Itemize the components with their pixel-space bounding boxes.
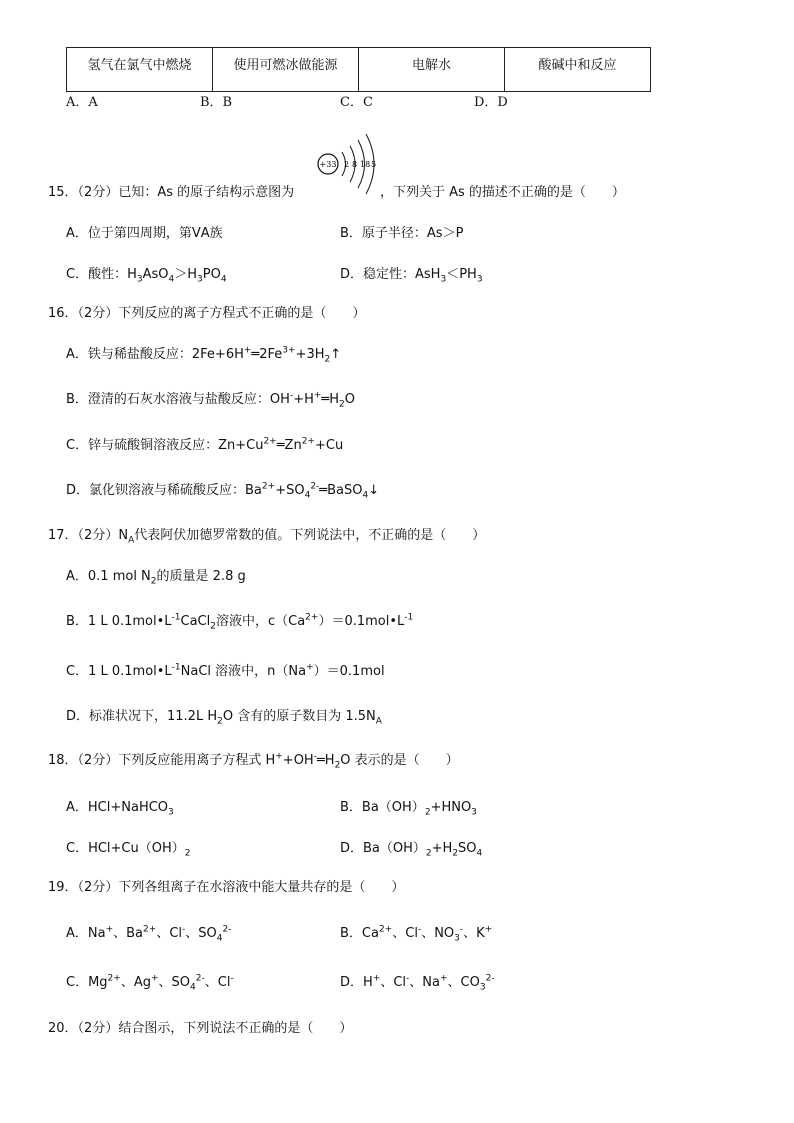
q17-option-b: B．1 L $0.1mol•L^{-1}CaCl_2$溶液中，$c(Ca^{2+})=0.1mol•L^{-1}$ [66,612,414,632]
q18-option-d: D．$Ba(OH)_2+H_2SO_4$ [340,841,483,859]
q15-option-a: A．位于第四周期，第ⅤA族 [66,226,223,241]
question-16-stem: 16．（2分）下列反应的离子方程式不正确的是（ ） [48,306,366,321]
choice-a: A．A [66,95,98,110]
nucleus-charge: +33 [319,160,337,169]
shell-count-3: 18 [360,160,371,169]
atom-structure-diagram [316,134,386,196]
q19-option-a: A．Na+、$Ba^{2+}$、Cl-、$SO_4^{2-}$ [66,924,232,944]
q19-option-d: D．H+、Cl-、Na+、$CO_3^{2-}$ [340,973,495,993]
q16-option-c: C．锌与硫酸铜溶液反应：$Zn+Cu^{2+}═Zn^{2+}+Cu$ [66,436,344,453]
question-19-stem: 19．（2分）下列各组离子在水溶液中能大量共存的是（ ） [48,880,405,895]
q19-option-c: C．$Mg^{2+}$、Ag+、$SO_4^{2-}$、Cl- [66,973,234,993]
q15-option-b: B．原子半径：As＞P [340,226,464,241]
q17-option-a: A．0.1 mol $N_2$的质量是 2.8 g [66,569,246,587]
q17-option-c: C．1 L $0.1mol•L^{-1}NaCl$ 溶液中，n（Na+）＝0.1mol [66,662,385,679]
q18-option-a: A．HCl+NaHCO$_3$ [66,800,174,818]
q15-option-c: C．酸性：$H_3AsO_4>H_3PO_4$ [66,267,227,285]
q18-option-b: B．$Ba(OH)_2+HNO_3$ [340,800,477,818]
question-17-stem: 17．（2分）$N_A$代表阿伏加德罗常数的值。下列说法中，不正确的是（ ） [48,528,486,546]
shell-count-4: 5 [371,160,377,169]
table-cell: 氢气在氯气中燃烧 [67,48,213,92]
question-20-stem: 20．（2分）结合图示，下列说法不正确的是（ ） [48,1021,353,1036]
q17-option-d: D．标准状况下，11.2L $H_2O$ 含有的原子数目为 $1.5N_A$ [66,709,382,727]
table-row [67,48,651,92]
table-cell: 酸碱中和反应 [505,48,651,92]
choice-d: D．D [474,95,508,110]
q16-option-b: B．澄清的石灰水溶液与盐酸反应：$OH^-+H^+═H_2O$ [66,390,355,410]
q16-option-a: A．铁与稀盐酸反应：$2Fe+6H^+═2Fe^{3+}+3H_2↑$ [66,345,342,365]
q15-option-d: D．稳定性：$AsH_3<PH_3$ [340,267,483,285]
q19-option-b: B．$Ca^{2+}$、Cl-、$NO_3^-$、K+ [340,924,493,944]
choice-c: C．C [340,95,373,110]
question-18-stem: 18．（2分）下列反应能用离子方程式 $H^++OH^-═H_2O$ 表示的是（ ） [48,751,459,771]
question-15-stem: 15．（2分）已知：As 的原子结构示意图为 [48,185,295,200]
table-cell: 使用可燃冰做能源 [213,48,359,92]
shell-count-1: 2 [344,160,350,169]
q18-option-c: C．$HCl+Cu(OH)_2$ [66,841,191,859]
choice-b: B．B [200,95,233,110]
shell-count-2: 8 [352,160,358,169]
option-table [66,47,651,92]
q16-option-d: D．氯化钡溶液与稀硫酸反应：$Ba^{2+}+SO_4^{2-}═BaSO_4↓$ [66,481,380,501]
question-15-stem-end: ，下列关于 As 的描述不正确的是（ ） [380,185,625,200]
table-cell: 电解水 [359,48,505,92]
